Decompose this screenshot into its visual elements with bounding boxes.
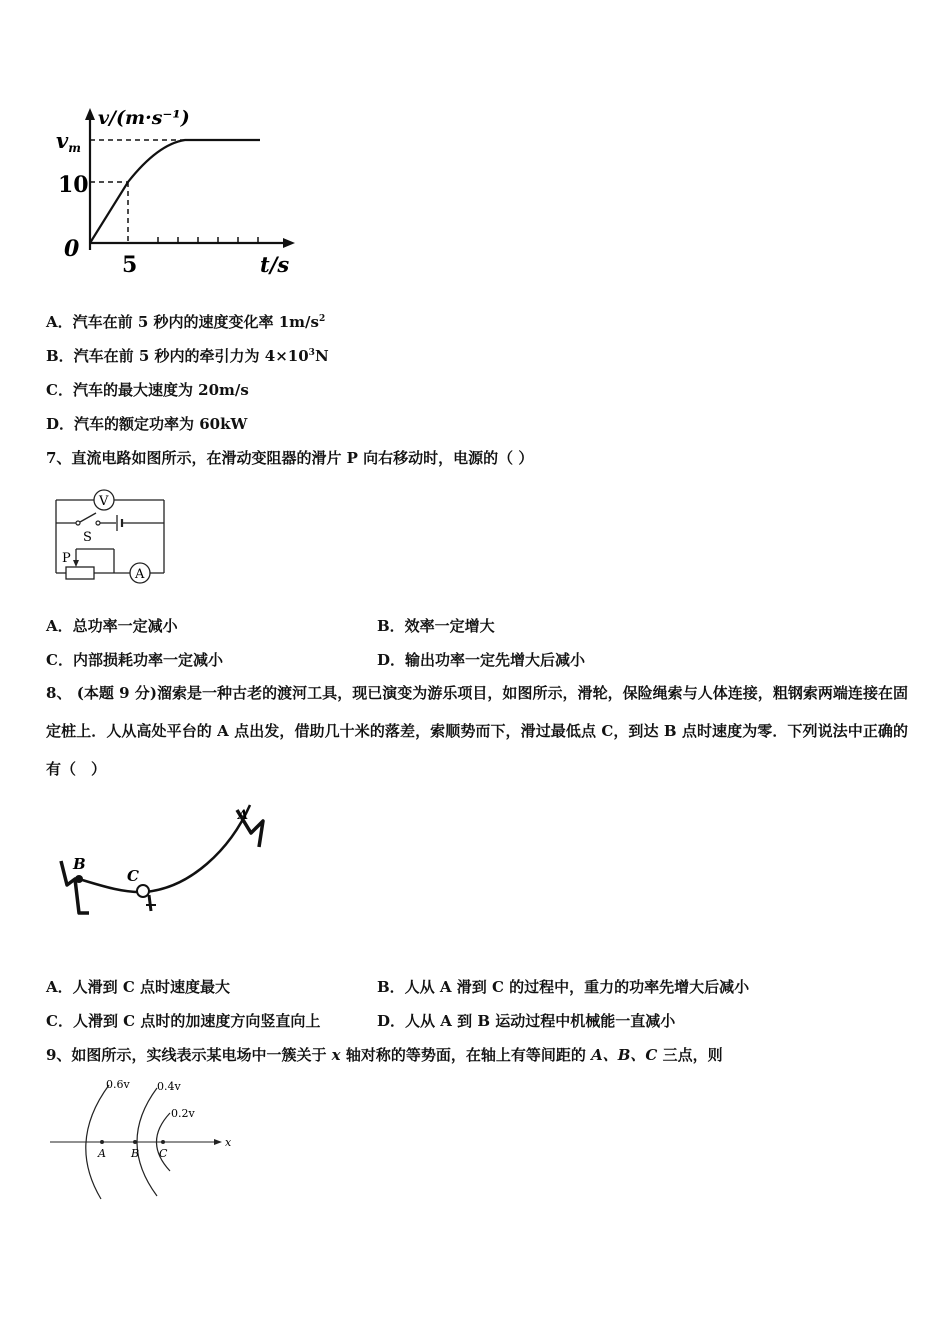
x-5-label: 5 xyxy=(122,252,138,278)
point-b xyxy=(133,1140,137,1144)
q8-option-b: B．人从 A 滑到 C 的过程中，重力的功率先增大后减小 xyxy=(377,978,750,996)
label-b: B xyxy=(73,855,86,873)
x-axis-label: t/s xyxy=(260,252,290,277)
switch-label: S xyxy=(83,530,92,545)
q6-option-c: C．汽车的最大速度为 20m/s xyxy=(46,381,249,399)
velocity-time-graph xyxy=(50,100,310,285)
y-10-label: 10 xyxy=(58,172,89,198)
zipline-cable xyxy=(79,805,250,892)
switch-contact xyxy=(76,521,80,525)
rider xyxy=(149,895,151,911)
q8-stem: 8、 (本题 9 分)溜索是一种古老的渡河工具，现已演变为游乐项目，如图所示，滑轮，保险绳索与人体连接，粗钢索两端连接在固定桩上．人从高处平台的 A 点出发，借助几十米的落差，索顺势而下，滑过最低点 C，到达 B 点时速度为零．下列说法中正确的有（ ） xyxy=(46,684,908,778)
y-axis-arrow xyxy=(85,108,95,120)
q7-option-b: B．效率一定增大 xyxy=(377,617,495,635)
circuit-diagram xyxy=(50,485,175,585)
q9-stem xyxy=(46,1044,723,1065)
label-b: B xyxy=(131,1147,140,1160)
slider-label: P xyxy=(62,551,71,566)
q9-stem-x: x xyxy=(331,1046,341,1064)
pulley xyxy=(137,885,149,897)
q6-option-d: D．汽车的额定功率为 60kW xyxy=(46,415,248,433)
q7-option-d: D．输出功率一定先增大后减小 xyxy=(377,651,586,669)
q8-option-c: C．人滑到 C 点时的加速度方向竖直向上 xyxy=(46,1012,321,1030)
point-c xyxy=(161,1140,165,1144)
q9-stem-text: 9、如图所示，实线表示某电场中一簇关于 xyxy=(46,1046,332,1064)
equipotential-figure xyxy=(45,1075,245,1205)
label-c: C xyxy=(127,867,139,885)
vm-label: vm xyxy=(56,128,81,155)
slider-arrow-head xyxy=(73,560,79,567)
label-a: A xyxy=(98,1147,106,1160)
voltmeter-label: V xyxy=(99,494,109,509)
label-0-4v: 0.4v xyxy=(157,1080,181,1093)
label-0-2v: 0.2v xyxy=(171,1107,195,1120)
q7-stem: 7、直流电路如图所示，在滑动变阻器的滑片 P 向右移动时，电源的（ ） xyxy=(46,449,534,467)
q7-option-c: C．内部损耗功率一定减小 xyxy=(46,651,223,669)
zipline-figure xyxy=(45,795,285,945)
q6-option-b-unit: N xyxy=(314,347,329,365)
q6-option-a-sup: 2 xyxy=(318,314,326,324)
x-axis-label: x xyxy=(225,1136,232,1149)
q7-option-a: A．总功率一定减小 xyxy=(46,617,178,635)
label-0-6v: 0.6v xyxy=(106,1078,130,1091)
q9-stem-text: 轴对称的等势面，在轴上有等间距的 xyxy=(340,1046,592,1064)
q6-option-a-text: A．汽车在前 5 秒内的速度变化率 1m/s xyxy=(46,313,319,331)
rheostat xyxy=(66,567,94,579)
x-axis-arrow xyxy=(283,238,295,248)
q8-option-d: D．人从 A 到 B 运动过程中机械能一直减小 xyxy=(377,1012,676,1030)
q6-option-b xyxy=(46,345,329,366)
label-c: C xyxy=(159,1147,168,1160)
q8-option-a: A．人滑到 C 点时速度最大 xyxy=(46,978,231,996)
q9-stem-text: 三点，则 xyxy=(657,1046,723,1064)
velocity-curve xyxy=(90,140,260,243)
q9-stem-points: A、B、C xyxy=(591,1046,658,1064)
q6-option-b-sup: 3 xyxy=(308,348,315,358)
x-axis-arrow xyxy=(214,1139,222,1145)
q6-option-b-text: B．汽车在前 5 秒内的牵引力为 4×10 xyxy=(46,347,309,365)
point-b-marker xyxy=(75,875,83,883)
label-a: A xyxy=(238,808,249,823)
switch-contact xyxy=(96,521,100,525)
ammeter-label: A xyxy=(135,567,145,582)
switch-blade xyxy=(80,513,96,522)
y-axis-label: v/(m·s⁻¹) xyxy=(98,107,190,129)
q6-option-a xyxy=(46,311,325,332)
point-a xyxy=(100,1140,104,1144)
origin-label: 0 xyxy=(64,236,80,262)
